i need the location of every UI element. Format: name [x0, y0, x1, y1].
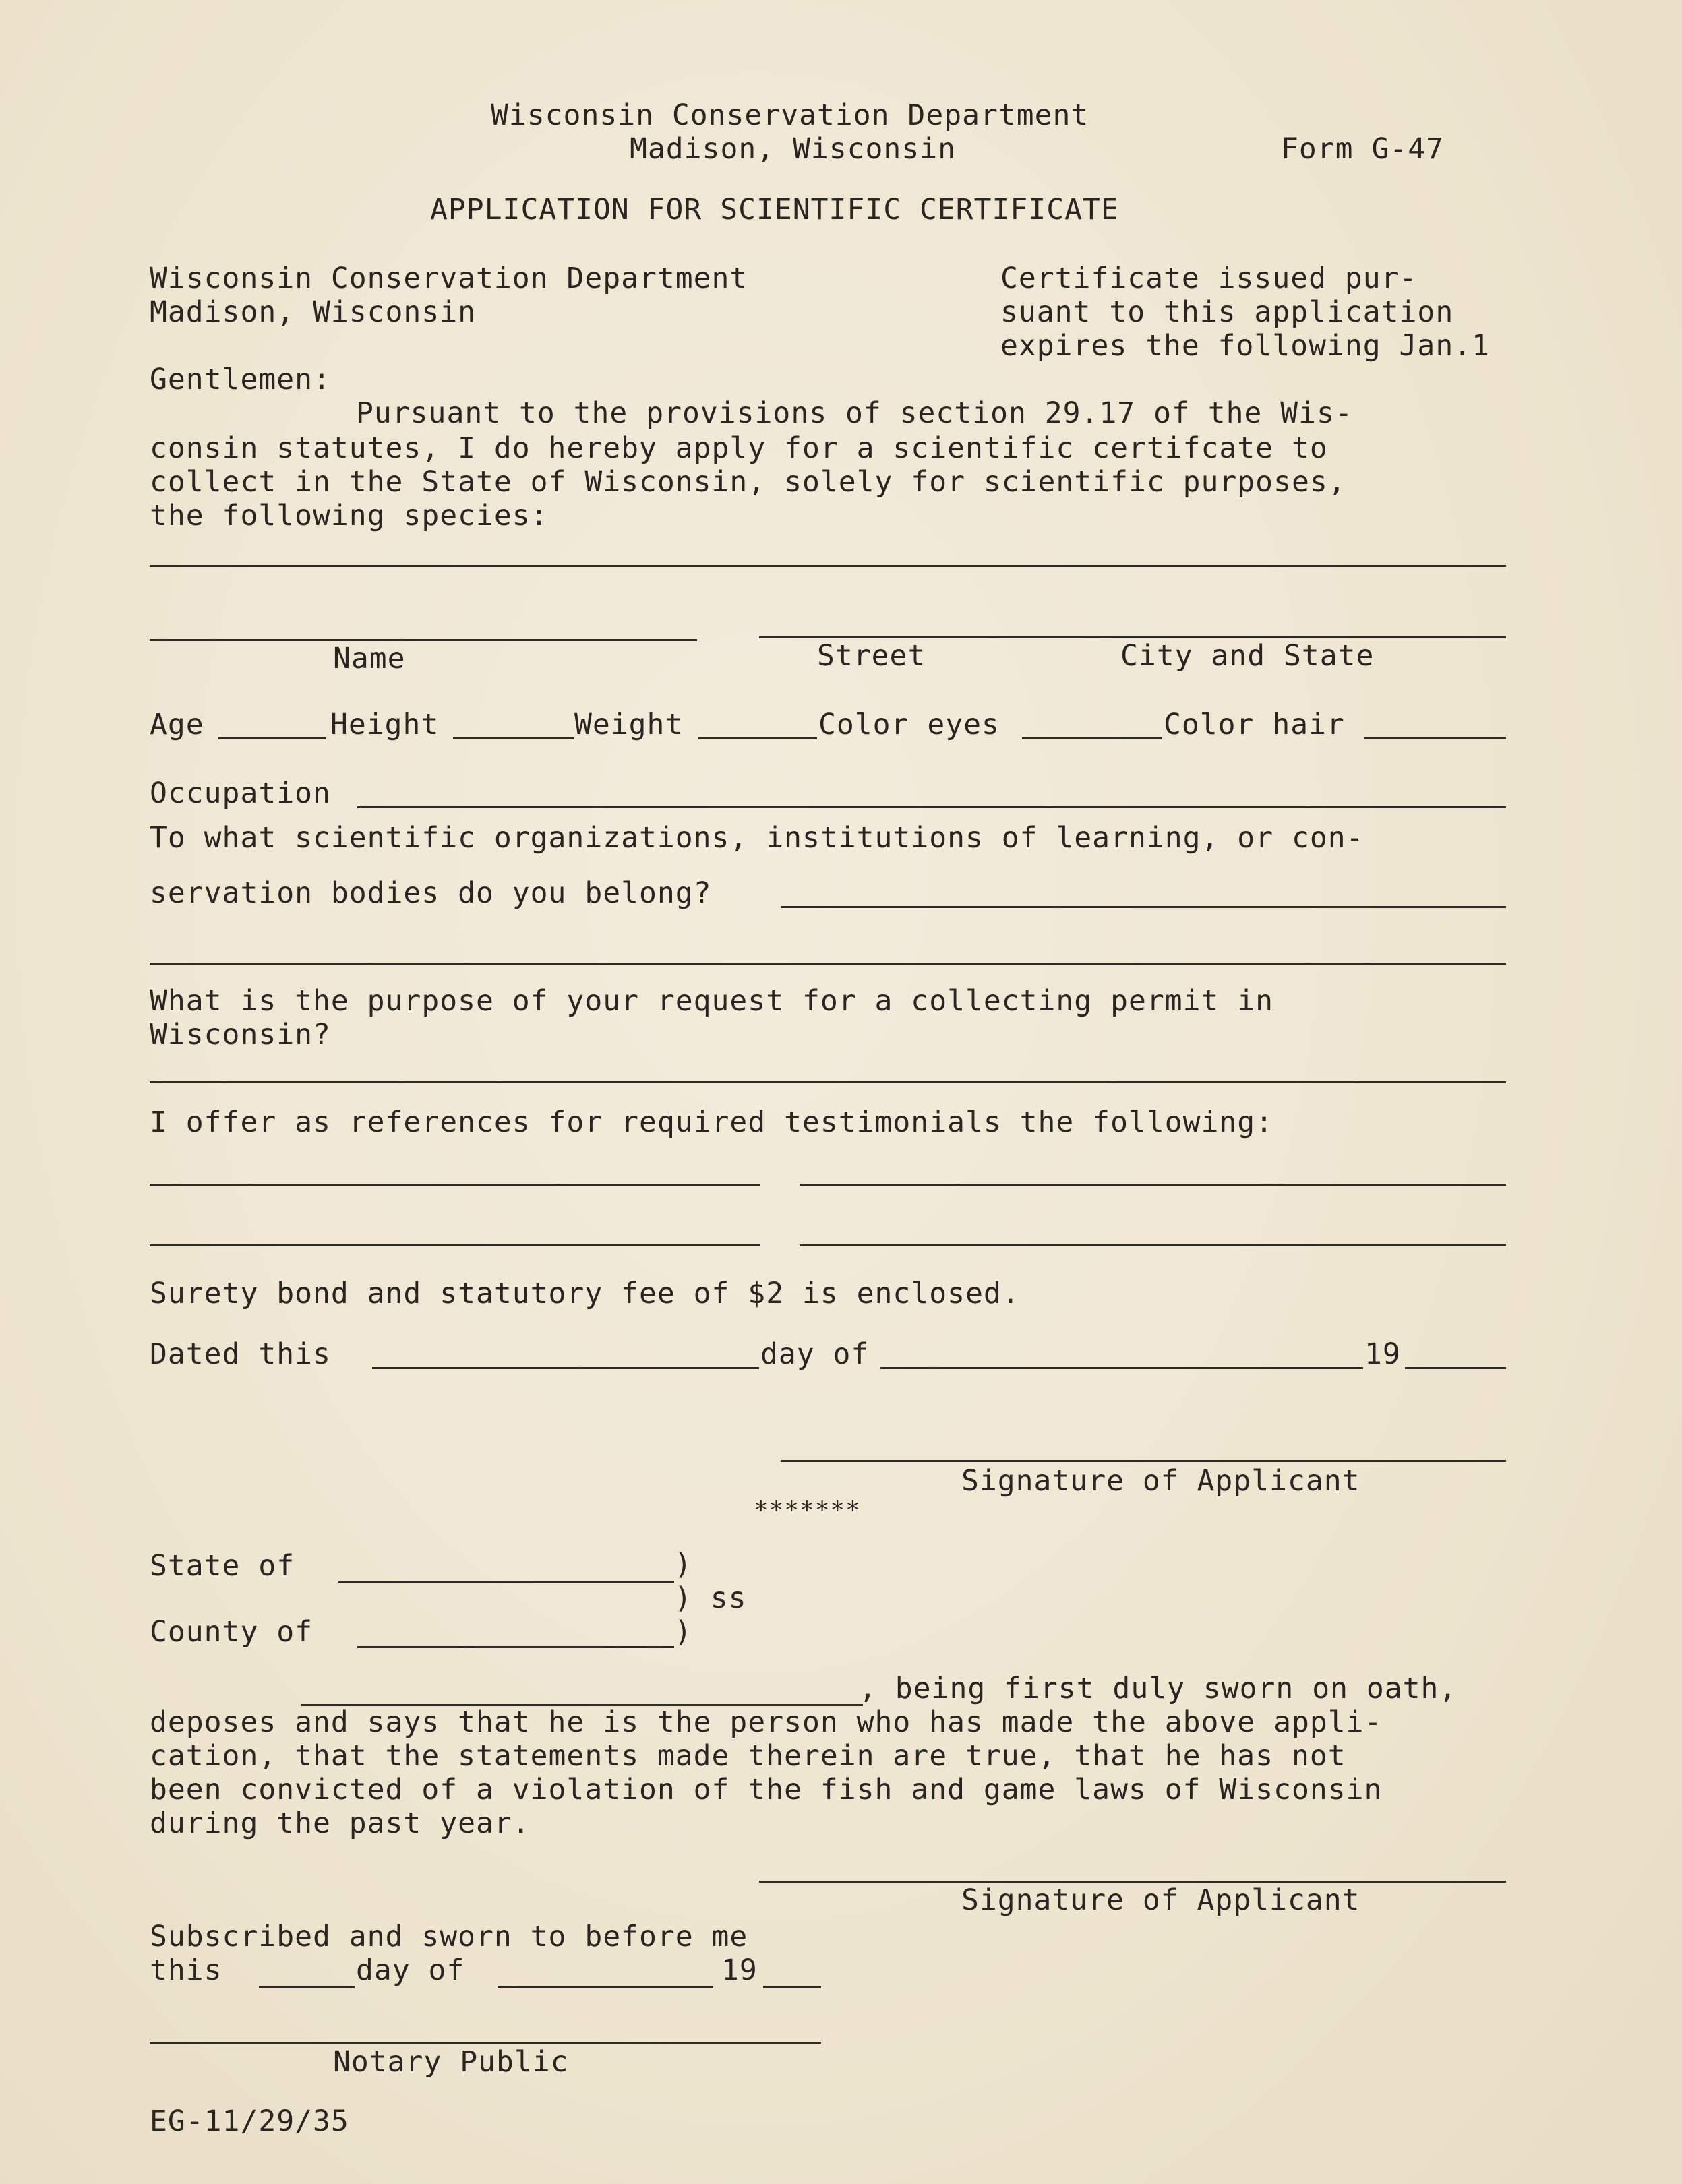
- form-revision-code: EG-11/29/35: [150, 2104, 349, 2138]
- letter-line-3: collect in the State of Wisconsin, solely for scientific purposes,: [150, 465, 1346, 499]
- form-number: Form G-47: [1281, 132, 1444, 166]
- oath-line-3: cation, that the statements made therein are true, that he has not: [150, 1739, 1346, 1773]
- city-state-label: City and State: [1120, 639, 1375, 673]
- reference-4-field-line[interactable]: [800, 1244, 1506, 1246]
- notary-year-prefix: 19: [721, 1953, 758, 1987]
- hair-color-label: Color hair: [1164, 708, 1345, 741]
- age-label: Age: [150, 708, 204, 741]
- form-title: APPLICATION FOR SCIENTIFIC CERTIFICATE: [430, 193, 1119, 226]
- address-line-2: Madison, Wisconsin: [150, 295, 476, 329]
- age-field-line[interactable]: [218, 737, 326, 739]
- dated-day-field-line[interactable]: [372, 1367, 759, 1369]
- bond-statement: Surety bond and statutory fee of $2 is enclosed.: [150, 1277, 1020, 1310]
- notary-signature-line[interactable]: [150, 2042, 821, 2044]
- occupation-label: Occupation: [150, 777, 331, 810]
- purpose-question-line-2: Wisconsin?: [150, 1018, 331, 1052]
- organizations-field-line-2[interactable]: [150, 963, 1506, 965]
- reference-2-field-line[interactable]: [800, 1184, 1506, 1186]
- letter-line-4: the following species:: [150, 499, 549, 533]
- oath-line-2: deposes and says that he is the person who has made the above appli-: [150, 1705, 1383, 1739]
- expiry-note-line-2: suant to this application: [1000, 295, 1454, 329]
- letter-line-1: Pursuant to the provisions of section 29.17 of the Wis-: [356, 396, 1353, 430]
- affidavit-paren-3: ): [674, 1615, 692, 1649]
- letter-line-2: consin statutes, I do hereby apply for a scientific certifcate to: [150, 431, 1328, 465]
- oath-line-1-tail: , being first duly sworn on oath,: [859, 1672, 1458, 1705]
- notary-day-field-line[interactable]: [259, 1986, 355, 1988]
- name-field-line[interactable]: [150, 639, 697, 641]
- occupation-field-line[interactable]: [357, 806, 1506, 808]
- header-city: Madison, Wisconsin: [630, 132, 956, 166]
- county-field-line[interactable]: [357, 1646, 674, 1648]
- dated-month-field-line[interactable]: [880, 1367, 1363, 1369]
- salutation: Gentlemen:: [150, 363, 331, 396]
- species-field-line[interactable]: [150, 565, 1506, 567]
- header-department: Wisconsin Conservation Department: [491, 98, 1089, 132]
- applicant-signature-label-1: Signature of Applicant: [961, 1464, 1360, 1498]
- purpose-question-line-1: What is the purpose of your request for a collecting permit in: [150, 984, 1274, 1018]
- affidavit-paren-1: ): [674, 1548, 692, 1581]
- applicant-signature-line-1[interactable]: [781, 1460, 1506, 1462]
- oath-line-5: during the past year.: [150, 1807, 531, 1840]
- expiry-note-line-3: expires the following Jan.1: [1000, 329, 1490, 363]
- eye-color-field-line[interactable]: [1022, 737, 1162, 739]
- reference-3-field-line[interactable]: [150, 1244, 760, 1246]
- applicant-signature-label-2: Signature of Applicant: [961, 1883, 1360, 1917]
- county-of-label: County of: [150, 1615, 313, 1649]
- hair-color-field-line[interactable]: [1364, 737, 1506, 739]
- height-label: Height: [330, 708, 440, 741]
- notary-this-label: this: [150, 1953, 222, 1987]
- dated-year-prefix: 19: [1364, 1337, 1401, 1371]
- address-field-line[interactable]: [759, 636, 1506, 638]
- references-prompt: I offer as references for required testimonials the following:: [150, 1105, 1274, 1139]
- state-of-label: State of: [150, 1549, 295, 1583]
- weight-field-line[interactable]: [698, 737, 817, 739]
- height-field-line[interactable]: [453, 737, 574, 739]
- state-field-line[interactable]: [338, 1581, 674, 1583]
- street-label: Street: [817, 639, 926, 673]
- weight-label: Weight: [574, 708, 684, 741]
- purpose-field-line[interactable]: [150, 1081, 1506, 1083]
- oath-line-4: been convicted of a violation of the fish and game laws of Wisconsin: [150, 1773, 1383, 1807]
- organizations-question-line-1: To what scientific organizations, institutions of learning, or con-: [150, 821, 1364, 855]
- reference-1-field-line[interactable]: [150, 1184, 760, 1186]
- affidavit-paren-ss: ) ss: [674, 1581, 747, 1615]
- address-line-1: Wisconsin Conservation Department: [150, 262, 748, 295]
- eye-color-label: Color eyes: [818, 708, 1000, 741]
- organizations-field-line-1[interactable]: [781, 906, 1506, 908]
- dated-year-field-line[interactable]: [1405, 1367, 1506, 1369]
- notary-day-of-label: day of: [356, 1953, 465, 1987]
- notary-year-field-line[interactable]: [763, 1986, 821, 1988]
- dated-day-of-label: day of: [760, 1337, 870, 1371]
- name-label: Name: [333, 642, 406, 675]
- asterisk-separator: *******: [754, 1496, 861, 1524]
- notary-subscribed-line: Subscribed and sworn to before me: [150, 1920, 748, 1953]
- organizations-question-line-2: servation bodies do you belong?: [150, 876, 712, 910]
- expiry-note-line-1: Certificate issued pur-: [1000, 262, 1418, 295]
- notary-public-label: Notary Public: [333, 2045, 569, 2079]
- dated-this-label: Dated this: [150, 1337, 331, 1371]
- applicant-signature-line-2[interactable]: [759, 1881, 1506, 1883]
- notary-month-field-line[interactable]: [498, 1986, 713, 1988]
